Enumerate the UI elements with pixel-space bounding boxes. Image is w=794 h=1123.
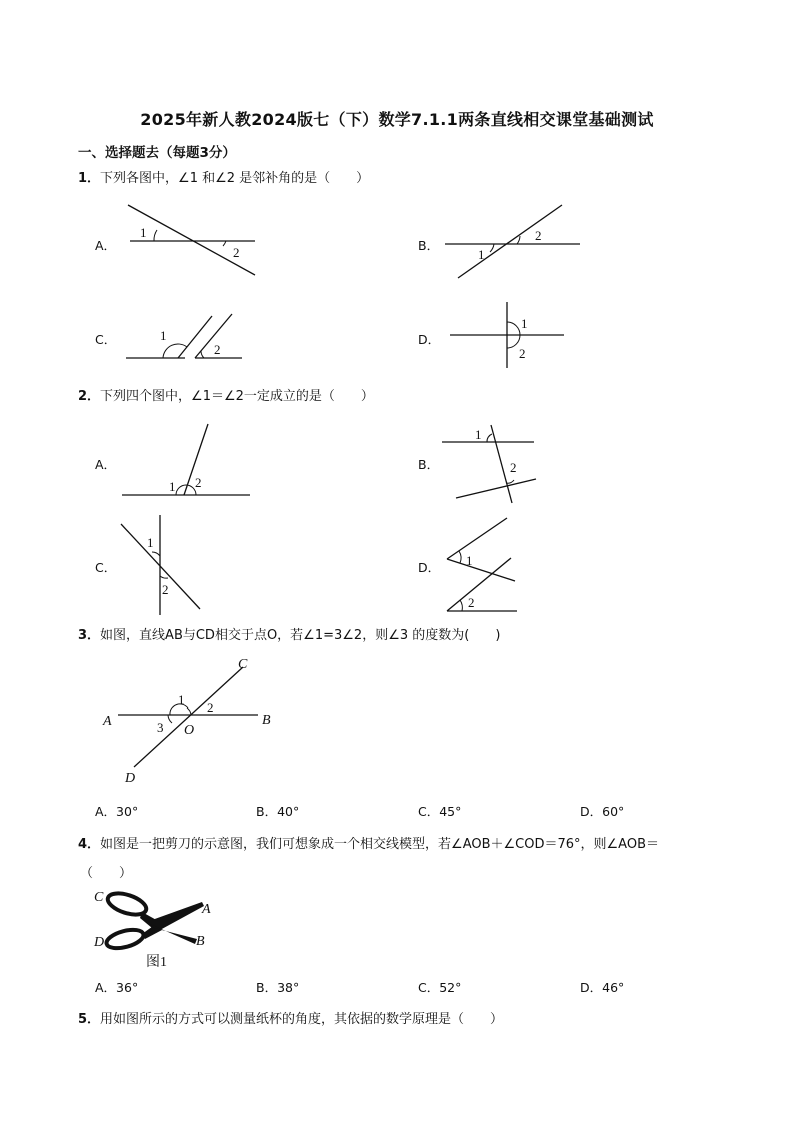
question-number: 3． (78, 628, 101, 643)
question-4 (78, 833, 659, 852)
question-text: 如图，直线AB与CD相交于点O，若∠1=3∠2，则∠3 的度数为( ) (100, 628, 501, 643)
q3-option-d: D．60° (580, 804, 625, 819)
question-3 (78, 624, 500, 643)
q4-option-d: D．46° (580, 980, 625, 995)
question-text: 下列各图中，∠1 和∠2 是邻补角的是（ ） (100, 171, 370, 186)
question-4-paren: （ ） (80, 866, 133, 881)
q2d-label-1: 1 (466, 553, 473, 568)
q1d-label-2: 2 (519, 346, 526, 361)
q2-option-a: A． (95, 457, 117, 472)
page-title: 2025年新人教2024版七（下）数学7.1.1两条直线相交课堂基础测试 (140, 110, 654, 129)
q2-option-b: B． (418, 457, 440, 472)
q1-option-b: B． (418, 238, 440, 253)
q2-figure-d (443, 515, 523, 615)
question-2 (78, 385, 374, 404)
q2-figure-b (440, 415, 540, 505)
q2a-label-1: 1 (169, 479, 176, 494)
q2-figure-a (120, 420, 255, 500)
question-text: 如图是一把剪刀的示意图，我们可想象成一个相交线模型，若∠AOB＋∠COD＝76°，则∠AOB＝ (100, 837, 660, 852)
q3-label-d: D (125, 771, 136, 786)
question-1 (78, 167, 369, 186)
question-number: 5． (78, 1012, 101, 1027)
q1c-label-1: 1 (160, 328, 167, 343)
q3-label-a: A (103, 714, 112, 729)
q2-figure-c (118, 512, 208, 617)
q4-scissors-figure (92, 884, 222, 974)
q4-label-c: C (94, 890, 104, 905)
q3-figure (98, 652, 283, 787)
q4-label-b: B (196, 934, 205, 949)
q1-figure-c (120, 310, 250, 365)
question-number: 1． (78, 171, 101, 186)
question-text: 用如图所示的方式可以测量纸杯的角度，其依据的数学原理是（ ） (100, 1012, 504, 1027)
q1-option-a: A． (95, 238, 117, 253)
q3-label-b: B (262, 713, 271, 728)
q1d-label-1: 1 (521, 316, 528, 331)
q4-figure-caption: 图1 (146, 955, 167, 970)
q2b-label-1: 1 (475, 427, 482, 442)
question-text: 下列四个图中，∠1＝∠2一定成立的是（ ） (100, 389, 374, 404)
q2a-label-2: 2 (195, 475, 202, 490)
q4-option-b: B．38° (256, 980, 300, 995)
q1a-label-2: 2 (233, 245, 240, 260)
section-heading: 一、选择题去（每题3分） (78, 145, 236, 161)
q1c-label-2: 2 (214, 342, 221, 357)
q1b-label-2: 2 (535, 228, 542, 243)
q1-figure-a (120, 200, 260, 280)
q3-label-c: C (238, 657, 248, 672)
q2c-label-2: 2 (162, 582, 169, 597)
q1-option-d: D． (418, 332, 441, 347)
q2d-label-2: 2 (468, 595, 475, 610)
q2b-label-2: 2 (510, 460, 517, 475)
q1b-label-1: 1 (478, 247, 485, 262)
q3-label-2: 2 (207, 700, 214, 715)
q1-figure-d (448, 300, 568, 370)
q1-option-c: C． (95, 332, 117, 347)
q2-option-c: C． (95, 560, 117, 575)
question-number: 2． (78, 389, 101, 404)
q3-option-a: A．30° (95, 804, 139, 819)
q1-figure-b (440, 200, 585, 280)
q3-option-c: C．45° (418, 804, 462, 819)
q3-label-o: O (184, 723, 195, 738)
q4-label-d: D (94, 935, 105, 950)
q4-option-c: C．52° (418, 980, 462, 995)
q2c-label-1: 1 (147, 535, 154, 550)
q4-label-a: A (202, 902, 211, 917)
q4-option-a: A．36° (95, 980, 139, 995)
q3-label-1: 1 (178, 692, 185, 707)
question-5 (78, 1008, 503, 1027)
q3-option-b: B．40° (256, 804, 300, 819)
q2-option-d: D． (418, 560, 441, 575)
q1a-label-1: 1 (140, 225, 147, 240)
q3-label-3: 3 (157, 720, 164, 735)
question-number: 4． (78, 837, 101, 852)
